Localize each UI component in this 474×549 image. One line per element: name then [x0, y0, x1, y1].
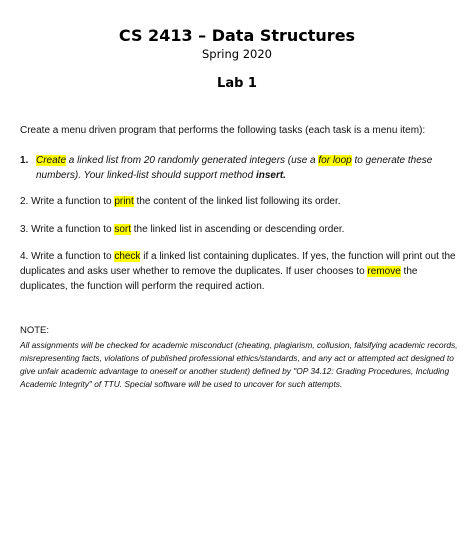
task-1-content	[36, 153, 460, 183]
task-3	[20, 222, 460, 237]
highlight-create: Create	[36, 155, 67, 166]
note-label: NOTE:	[20, 325, 50, 336]
task-1	[20, 153, 460, 183]
task-1-number: 1.	[20, 155, 29, 166]
task-2	[20, 194, 460, 209]
note-text: All assignments will be checked for academic misconduct (cheating, plagiarism, collusion, falsifying academic records, misrepresenting facts, violations of published professional ethics/standards, and any act or attempted act designed to give unfair academic advantage to oneself or another student) defined by "OP 34.12: Grading Procedures, Including Academic Integrity" of TTU. Special software will be used to uncover for such attempts.	[20, 340, 458, 389]
highlight-sort: sort	[114, 224, 131, 235]
highlight-print: print	[114, 196, 134, 207]
semester: Spring 2020	[201, 47, 273, 61]
task-3-text-a: 3. Write a function to	[20, 224, 115, 235]
task-1-insert: insert.	[255, 170, 286, 181]
task-2-text-b: the content of the linked list following its order.	[133, 196, 341, 207]
highlight-for-loop: for loop	[318, 155, 352, 166]
highlight-check: check	[114, 251, 141, 262]
task-1-text-a: a linked list from 20 randomly generated integers (use a	[66, 155, 319, 166]
course-title: CS 2413 – Data Structures	[118, 26, 356, 45]
task-1-text-b: to generate these numbers). Your linked-list should support method	[36, 155, 433, 181]
highlight-remove: remove	[367, 266, 401, 277]
intro-paragraph: Create a menu driven program that performs the following tasks (each task is a menu item):	[20, 125, 426, 136]
task-4-text-a: 4. Write a function to	[20, 251, 115, 262]
task-4-text-b: if a linked list containing duplicates. If yes, the function will print out the duplicates and asks user whether to remove the duplicates. If user chooses to	[20, 251, 456, 277]
task-3-text-b: the linked list in ascending or descending order.	[130, 224, 345, 235]
task-4-text-c: the duplicates, the function will perform the required action.	[20, 266, 418, 292]
task-2-text-a: 2. Write a function to	[20, 196, 115, 207]
task-4	[20, 249, 460, 294]
lab-title: Lab 1	[217, 76, 257, 91]
